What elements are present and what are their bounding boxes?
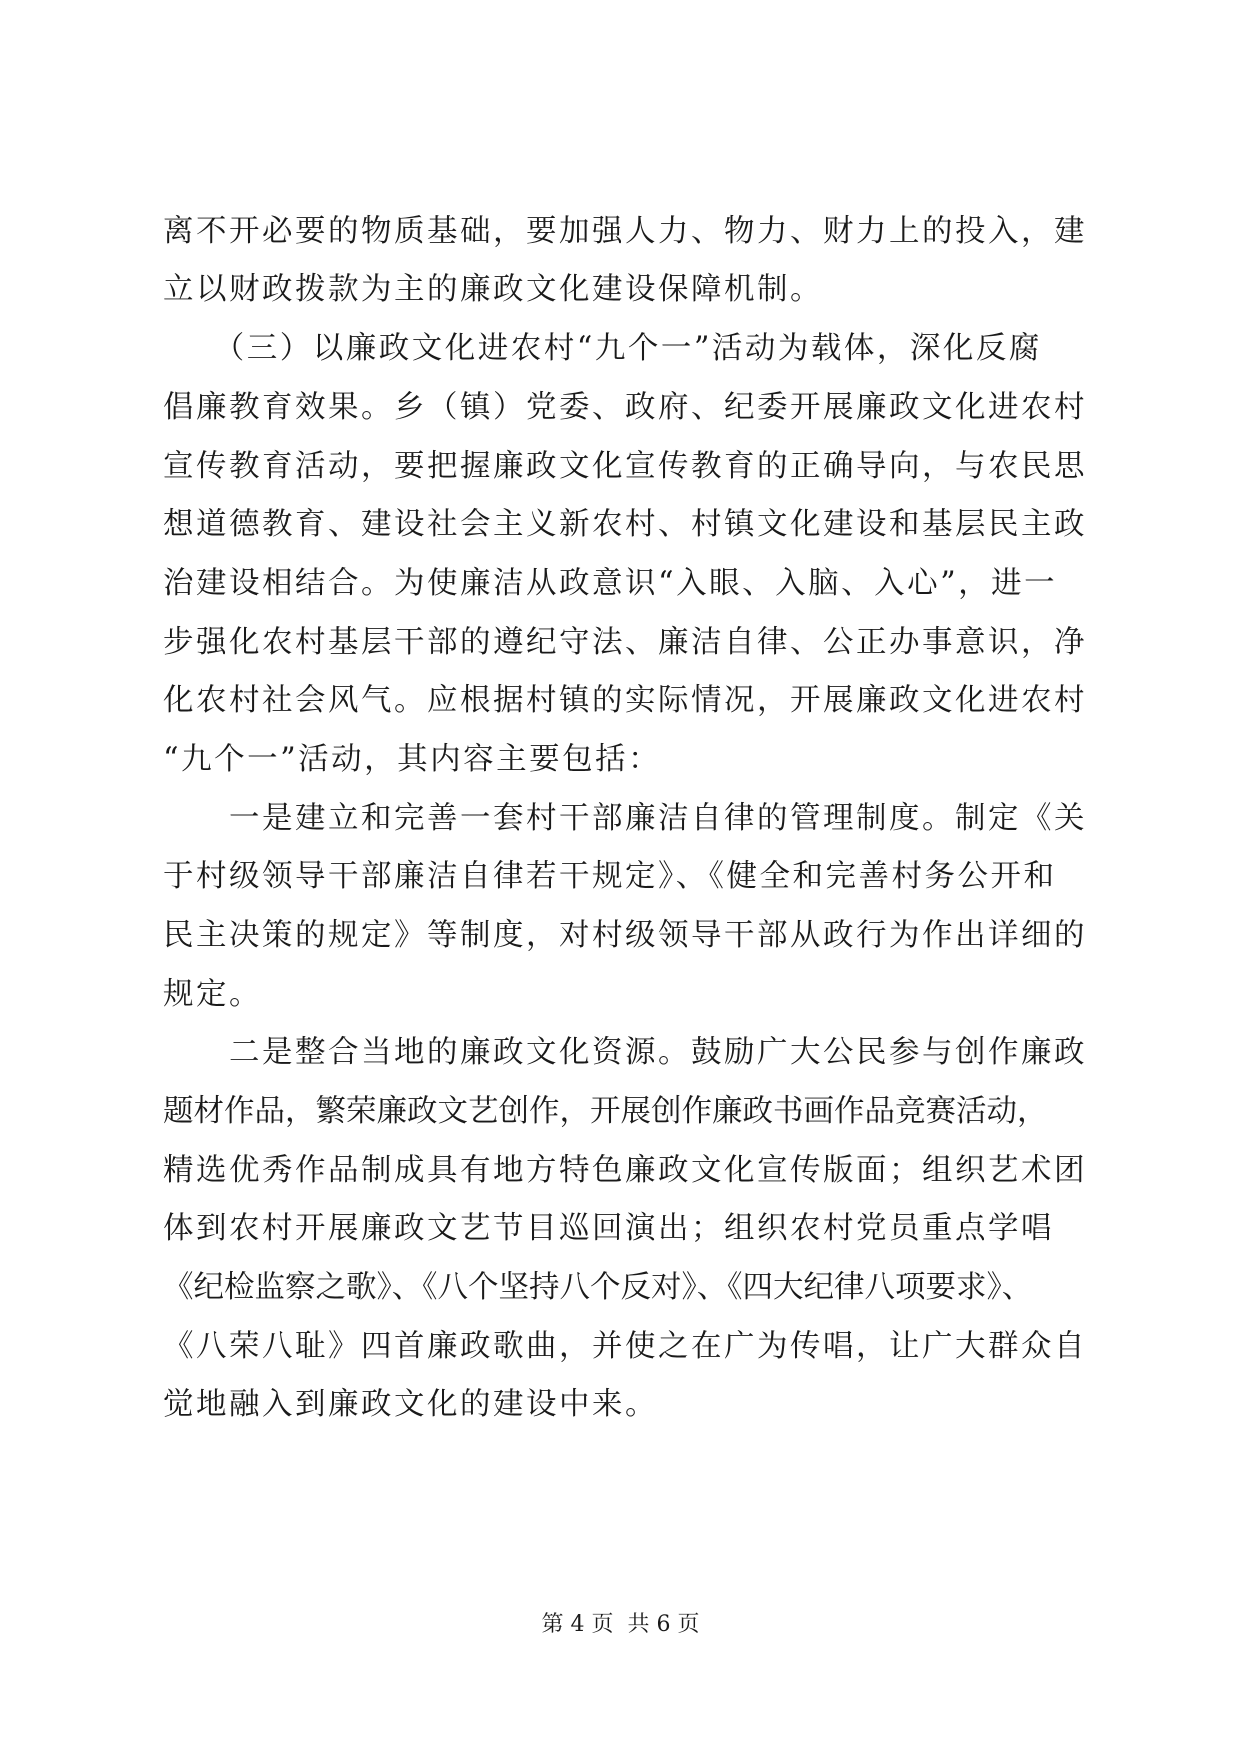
text-line-2: 立以财政拨款为主的廉政文化建设保障机制。 [163, 272, 823, 307]
text-line-14: 规定。 [163, 977, 262, 1012]
text-line-11: 一是建立和完善一套村干部廉洁自律的管理制度。制定《关 [163, 801, 1087, 836]
text-line-15: 二是整合当地的廉政文化资源。鼓励广大公民参与创作廉政 [163, 1035, 1087, 1070]
text-line-19: 《纪检监察之歌》、《八个坚持八个反对》、《四大纪律八项要求》、 [163, 1270, 1033, 1305]
text-line-4: 倡廉教育效果。乡（镇）党委、政府、纪委开展廉政文化进农村 [163, 390, 1087, 425]
text-line-9: 化农村社会风气。应根据村镇的实际情况，开展廉政文化进农村 [163, 683, 1087, 718]
text-line-1: 离不开必要的物质基础，要加强人力、物力、财力上的投入，建 [163, 214, 1087, 249]
text-line-20: 《八荣八耻》四首廉政歌曲，并使之在广为传唱，让广大群众自 [163, 1329, 1087, 1364]
text-line-18: 体到农村开展廉政文艺节目巡回演出；组织农村党员重点学唱 [163, 1211, 1054, 1246]
text-line-21: 觉地融入到廉政文化的建设中来。 [163, 1387, 658, 1422]
text-line-17: 精选优秀作品制成具有地方特色廉政文化宣传版面；组织艺术团 [163, 1153, 1087, 1188]
text-line-10: “九个一”活动，其内容主要包括： [163, 742, 662, 777]
text-line-5: 宣传教育活动，要把握廉政文化宣传教育的正确导向，与农民思 [163, 449, 1087, 484]
text-line-6: 想道德教育、建设社会主义新农村、村镇文化建设和基层民主政 [163, 507, 1087, 542]
text-line-8: 步强化农村基层干部的遵纪守法、廉洁自律、公正办事意识，净 [163, 625, 1087, 660]
text-line-7: 治建设相结合。为使廉洁从政意识“入眼、入脑、入心”，进一 [163, 566, 1058, 601]
text-line-16: 题材作品，繁荣廉政文艺创作，开展创作廉政书画作品竞赛活动， [163, 1094, 1048, 1129]
text-line-12: 于村级领导干部廉洁自律若干规定》、《健全和完善村务公开和 [163, 859, 1057, 894]
text-line-13: 民主决策的规定》等制度，对村级领导干部从政行为作出详细的 [163, 918, 1087, 953]
text-line-3: （三）以廉政文化进农村“九个一”活动为载体，深化反腐 [163, 331, 1042, 366]
page-number-footer: 第 4 页 共 6 页 [541, 1612, 700, 1637]
